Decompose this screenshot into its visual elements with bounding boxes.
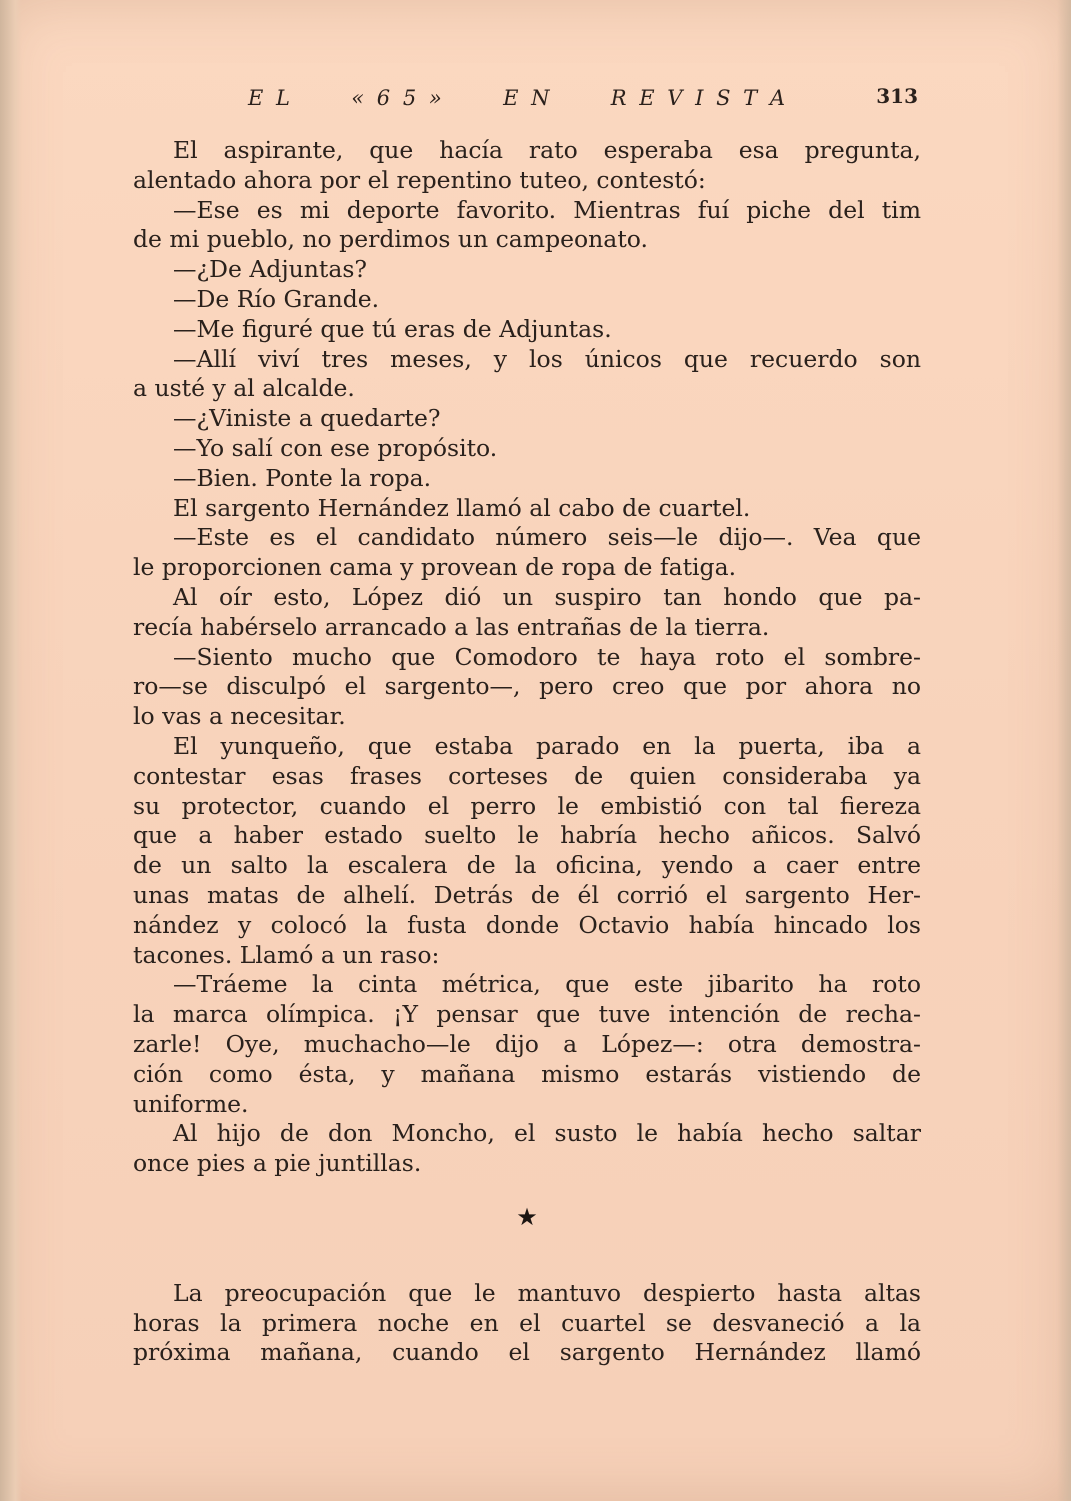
text-line: —Yo salí con ese propósito. (173, 433, 498, 462)
text-line: ción como ésta, y mañana mismo estarás vistiendo de (133, 1059, 921, 1088)
text-line: —Me figuré que tú eras de Adjuntas. (173, 314, 612, 343)
text-line: El sargento Hernández llamó al cabo de cuartel. (173, 493, 751, 522)
text-line: recía habérselo arrancado a las entrañas de la tierra. (133, 612, 770, 641)
page-edge-right (1057, 0, 1071, 1501)
page-header (248, 86, 918, 116)
text-line: que a haber estado suelto le habría hecho añicos. Salvó (133, 821, 921, 850)
running-title-word: E N (503, 86, 553, 110)
text-line: Al oír esto, López dió un suspiro tan hondo que pa- (173, 582, 921, 611)
star-separator-icon: ★ (516, 1202, 538, 1231)
page-edge-left (0, 0, 22, 1501)
running-title-word: E L (248, 86, 293, 110)
text-block-before-separator (133, 136, 921, 1179)
text-line: su protector, cuando el perro le embistió con tal fiereza (133, 791, 921, 820)
text-line: —Ese es mi deporte favorito. Mientras fuí piche del tim (173, 195, 921, 224)
text-line: le proporcionen cama y provean de ropa de fatiga. (133, 553, 737, 582)
text-block-after-separator (133, 1279, 921, 1368)
text-line: —¿Viniste a quedarte? (173, 404, 441, 433)
text-line: de un salto la escalera de la oficina, yendo a caer entre (133, 851, 921, 880)
text-line: El aspirante, que hacía rato esperaba esa pregunta, (173, 136, 921, 164)
text-line: zarle! Oye, muchacho—le dijo a López—: otra demostra- (133, 1029, 921, 1058)
text-line: —Siento mucho que Comodoro te haya roto el sombre- (173, 642, 921, 671)
text-line: la marca olímpica. ¡Y pensar que tuve intención de recha- (133, 1000, 921, 1029)
section-separator (133, 1179, 921, 1279)
page-number: 313 (876, 84, 918, 108)
text-line: alentado ahora por el repentino tuteo, contestó: (133, 165, 706, 194)
text-line: tacones. Llamó a un raso: (133, 940, 440, 969)
text-line: de mi pueblo, no perdimos un campeonato. (133, 225, 648, 254)
text-line: —Allí viví tres meses, y los únicos que recuerdo son (173, 344, 921, 373)
text-line: La preocupación que le mantuvo despierto hasta altas (173, 1278, 921, 1307)
text-line: ro—se disculpó el sargento—, pero creo que por ahora no (133, 672, 921, 701)
running-title-word: « 6 5 » (351, 86, 445, 110)
text-line: El yunqueño, que estaba parado en la puerta, iba a (173, 731, 921, 760)
text-line: —¿De Adjuntas? (173, 255, 368, 284)
page-body (133, 136, 921, 1368)
text-line: once pies a pie juntillas. (133, 1149, 422, 1178)
running-title (248, 86, 788, 110)
text-line: contestar esas frases corteses de quien consideraba ya (133, 761, 921, 790)
running-title-word: R E V I S T A (610, 86, 788, 110)
text-line: —Tráeme la cinta métrica, que este jibarito ha roto (173, 970, 921, 999)
text-line: horas la primera noche en el cuartel se desvaneció a la (133, 1308, 921, 1337)
text-line: nández y colocó la fusta donde Octavio había hincado los (133, 910, 921, 939)
text-line: —Este es el candidato número seis—le dijo—. Vea que (173, 523, 921, 552)
text-line: a usté y al alcalde. (133, 374, 355, 403)
text-line: lo vas a necesitar. (133, 702, 346, 731)
text-line: —Bien. Ponte la ropa. (173, 463, 432, 492)
text-line: —De Río Grande. (173, 284, 380, 313)
text-line: uniforme. (133, 1089, 249, 1118)
text-line: Al hijo de don Moncho, el susto le había hecho saltar (173, 1119, 921, 1148)
text-line: unas matas de alhelí. Detrás de él corrió el sargento Her- (133, 880, 921, 909)
text-line: próxima mañana, cuando el sargento Hernández llamó (133, 1338, 921, 1367)
